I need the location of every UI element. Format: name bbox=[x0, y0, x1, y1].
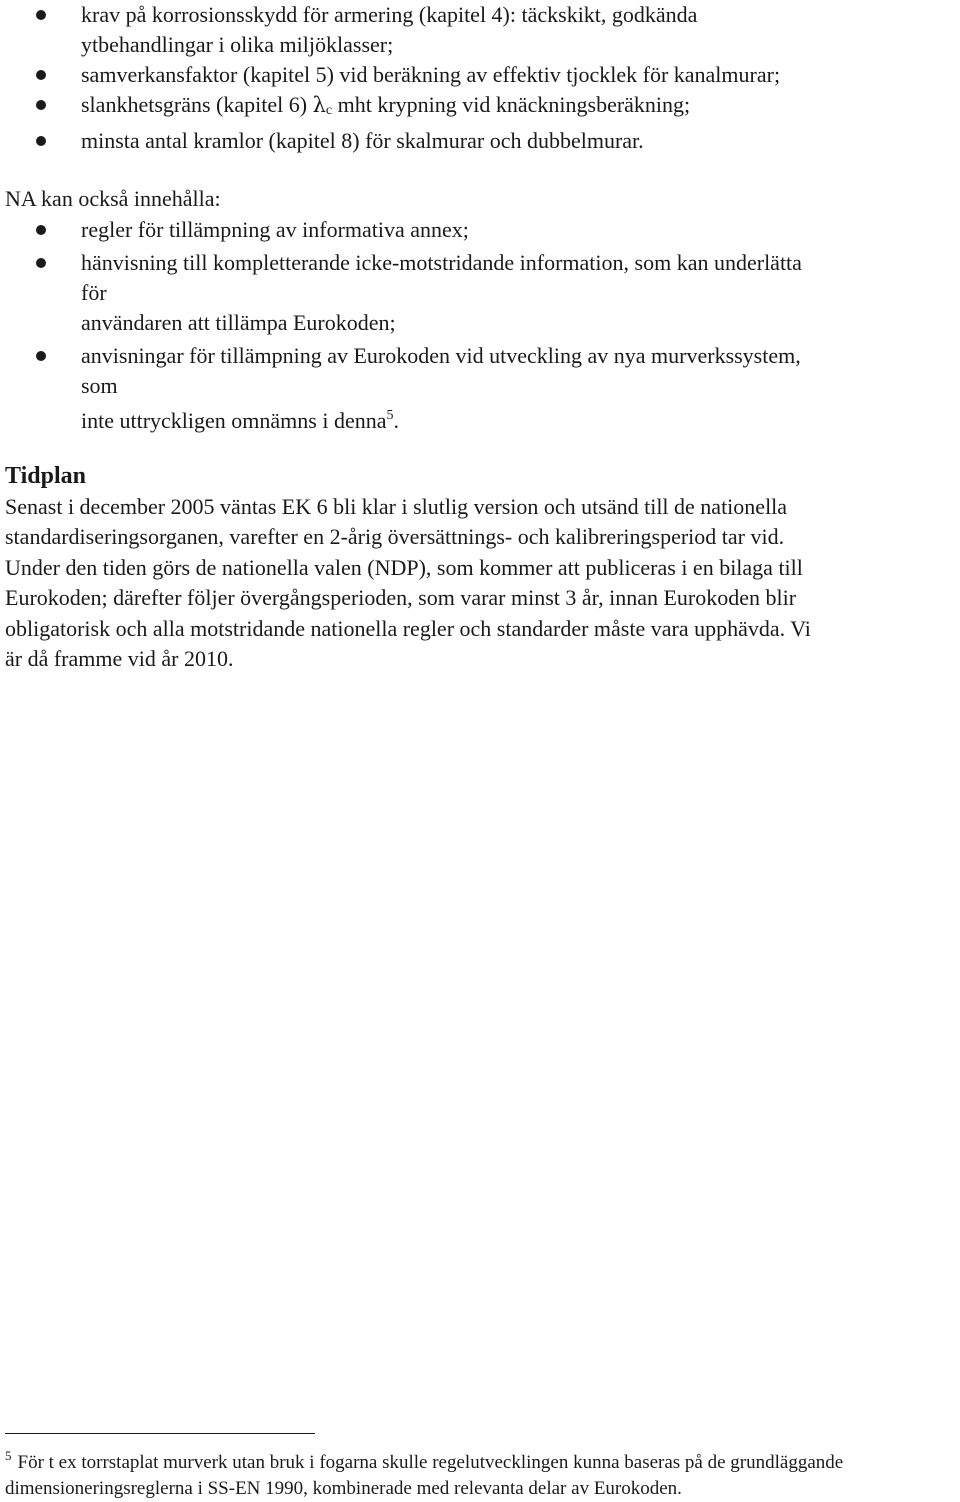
list-item-line: användaren att tillämpa Eurokoden; bbox=[81, 310, 396, 335]
list-item bbox=[0, 215, 951, 245]
list-item-line: minsta antal kramlor (kapitel 8) för skalmurar och dubbelmurar. bbox=[81, 128, 644, 153]
list-item-text: slankhetsgräns (kapitel 6) bbox=[81, 92, 313, 117]
list-item bbox=[0, 248, 951, 338]
paragraph-line: obligatorisk och alla motstridande nationella regler och standarder måste vara upphävda. Vi bbox=[5, 615, 811, 641]
bullet-icon bbox=[36, 258, 46, 268]
bullet-icon bbox=[36, 10, 46, 20]
footnote-mark: 5 bbox=[5, 1448, 12, 1463]
bullet-icon bbox=[36, 70, 46, 80]
na-intro: NA kan också innehålla: bbox=[5, 186, 221, 211]
list-item bbox=[0, 90, 951, 126]
paragraph-line: Eurokoden; därefter följer övergångsperioden, som varar minst 3 år, innan Eurokoden blir bbox=[5, 585, 797, 611]
list-item-line: ytbehandlingar i olika miljöklasser; bbox=[81, 32, 394, 57]
list-item-text: mht krypning vid knäckningsberäkning; bbox=[332, 92, 691, 117]
lambda-subscript: c bbox=[325, 103, 333, 118]
paragraph-line: Under den tiden görs de nationella valen (NDP), som kommer att publiceras i en bilaga till bbox=[5, 554, 803, 580]
list-item-line: regler för tillämpning av informativa annex; bbox=[81, 217, 469, 242]
list-item bbox=[0, 60, 951, 90]
bullet-icon bbox=[36, 351, 46, 361]
list-item-line: hänvisning till kompletterande icke-motstridande information, som kan underlätta bbox=[81, 250, 802, 275]
footnote bbox=[5, 1443, 843, 1502]
paragraph-line: Senast i december 2005 väntas EK 6 bli klar i slutlig version och utsänd till de nationella bbox=[5, 494, 788, 519]
footnote-divider bbox=[5, 1433, 315, 1434]
footnote-text: För t ex torrstaplat murverk utan bruk i fogarna skulle regelutvecklingen kunna baseras på de grundläggande bbox=[17, 1452, 844, 1473]
paragraph-line: är då framme vid år 2010. bbox=[5, 646, 234, 672]
list-item bbox=[0, 126, 951, 156]
bullet-icon bbox=[36, 136, 46, 146]
paragraph-line: standardiseringsorganen, varefter en 2-årig översättnings- och kalibreringsperiod tar vid. bbox=[5, 524, 785, 550]
footnote-line bbox=[5, 1443, 843, 1476]
list-item-line bbox=[81, 401, 951, 436]
tidplan-paragraph bbox=[5, 492, 960, 674]
lambda-symbol: λ bbox=[312, 93, 326, 117]
list-item bbox=[0, 0, 951, 60]
list-item-line bbox=[81, 90, 951, 126]
list-item-line: som bbox=[81, 373, 118, 398]
na-contents-list bbox=[0, 215, 951, 436]
footnote-line: dimensioneringsreglerna i SS-EN 1990, kombinerade med relevanta delar av Eurokoden. bbox=[5, 1478, 682, 1499]
list-item-text: inte uttryckligen omnämns i denna bbox=[81, 408, 387, 433]
list-item-text: . bbox=[393, 408, 399, 433]
list-item-line: för bbox=[81, 280, 107, 305]
list-item-line: anvisningar för tillämpning av Eurokoden vid utveckling av nya murverkssystem, bbox=[81, 343, 801, 368]
bullet-icon bbox=[36, 100, 46, 110]
section-heading: Tidplan bbox=[5, 463, 86, 489]
list-item-line: krav på korrosionsskydd för armering (kapitel 4): täckskikt, godkända bbox=[81, 2, 698, 27]
bullet-icon bbox=[36, 225, 46, 235]
footnote-reference[interactable]: 5 bbox=[386, 408, 394, 423]
list-item-line: samverkansfaktor (kapitel 5) vid beräkning av effektiv tjocklek för kanalmurar; bbox=[81, 62, 781, 87]
list-item bbox=[0, 341, 951, 436]
requirements-list bbox=[0, 0, 951, 156]
